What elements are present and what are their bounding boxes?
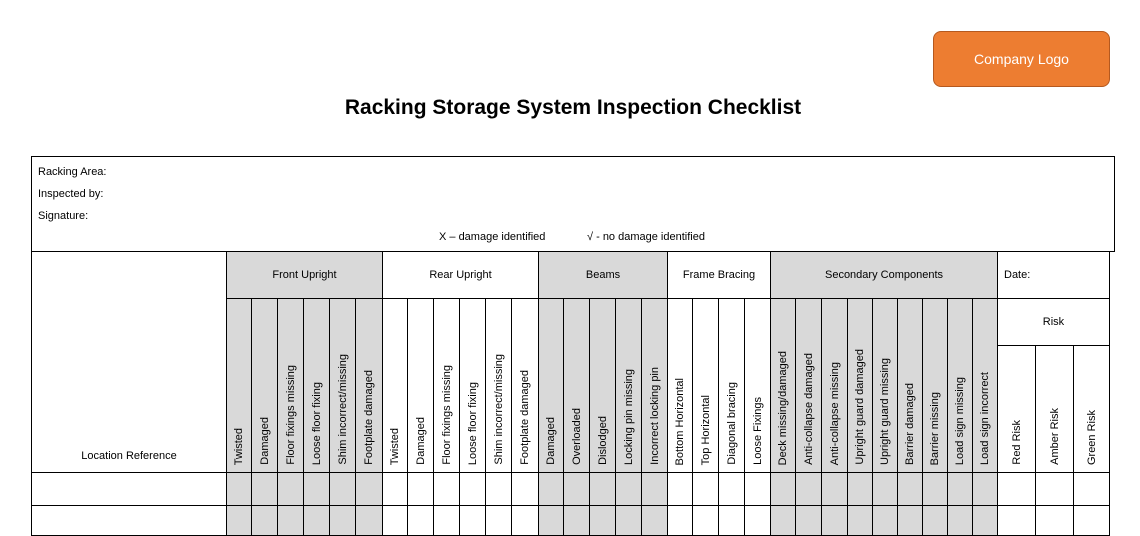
col-bracing-top-horizontal: Top Horizontal (693, 299, 719, 473)
col-sec-barrier-damaged: Barrier damaged (898, 299, 923, 473)
col-bracing-diagonal: Diagonal bracing (719, 299, 745, 473)
group-secondary-components: Secondary Components (771, 252, 998, 299)
col-rear-shim: Shim incorrect/missing (486, 299, 512, 473)
col-rear-twisted: Twisted (383, 299, 408, 473)
col-rear-loose-floor-fixing: Loose floor fixing (460, 299, 486, 473)
col-beams-damaged: Damaged (539, 299, 564, 473)
col-risk-red: Red Risk (998, 346, 1036, 473)
location-cell[interactable] (32, 506, 227, 536)
legend-no-damage: √ - no damage identified (587, 231, 705, 243)
inspection-info-block (32, 157, 1115, 252)
page-title: Racking Storage System Inspection Checklist (344, 96, 802, 119)
col-front-shim: Shim incorrect/missing (330, 299, 356, 473)
table-row (32, 506, 1115, 536)
col-beams-locking-pin-missing: Locking pin missing (616, 299, 642, 473)
col-sec-anticollapse-damaged: Anti-collapse damaged (796, 299, 822, 473)
col-front-footplate: Footplate damaged (356, 299, 383, 473)
company-logo: Company Logo (933, 31, 1110, 87)
col-sec-load-sign-missing: Load sign missing (948, 299, 973, 473)
col-sec-barrier-missing: Barrier missing (923, 299, 948, 473)
location-cell[interactable] (32, 473, 227, 506)
col-risk-amber: Amber Risk (1036, 346, 1074, 473)
table-row (32, 473, 1115, 506)
col-sec-guard-missing: Upright guard missing (873, 299, 898, 473)
col-beams-overloaded: Overloaded (564, 299, 590, 473)
location-reference-header: Location Reference (32, 252, 227, 473)
group-rear-upright: Rear Upright (383, 252, 539, 299)
col-sec-guard-damaged: Upright guard damaged (848, 299, 873, 473)
inspection-checklist-table (31, 156, 1115, 536)
col-front-loose-floor-fixing: Loose floor fixing (304, 299, 330, 473)
racking-area-label: Racking Area: (38, 166, 107, 178)
col-rear-footplate: Footplate damaged (512, 299, 539, 473)
group-front-upright: Front Upright (227, 252, 383, 299)
col-front-twisted: Twisted (227, 299, 252, 473)
col-risk-green: Green Risk (1074, 346, 1110, 473)
col-beams-incorrect-locking-pin: Incorrect locking pin (642, 299, 668, 473)
col-front-floor-fixings-missing: Floor fixings missing (278, 299, 304, 473)
col-rear-floor-fixings-missing: Floor fixings missing (434, 299, 460, 473)
col-sec-deck: Deck missing/damaged (771, 299, 796, 473)
group-beams: Beams (539, 252, 668, 299)
group-frame-bracing: Frame Bracing (668, 252, 771, 299)
col-sec-load-sign-incorrect: Load sign incorrect (973, 299, 998, 473)
date-field: Date: (998, 252, 1110, 299)
col-beams-dislodged: Dislodged (590, 299, 616, 473)
signature-label: Signature: (38, 210, 89, 222)
col-sec-anticollapse-missing: Anti-collapse missing (822, 299, 848, 473)
risk-header: Risk (998, 299, 1110, 346)
col-rear-damaged: Damaged (408, 299, 434, 473)
legend-damage: X – damage identified (439, 231, 546, 243)
col-bracing-loose-fixings: Loose Fixings (745, 299, 771, 473)
col-front-damaged: Damaged (252, 299, 278, 473)
col-bracing-bottom-horizontal: Bottom Horizontal (668, 299, 693, 473)
inspected-by-label: Inspected by: (38, 188, 104, 200)
